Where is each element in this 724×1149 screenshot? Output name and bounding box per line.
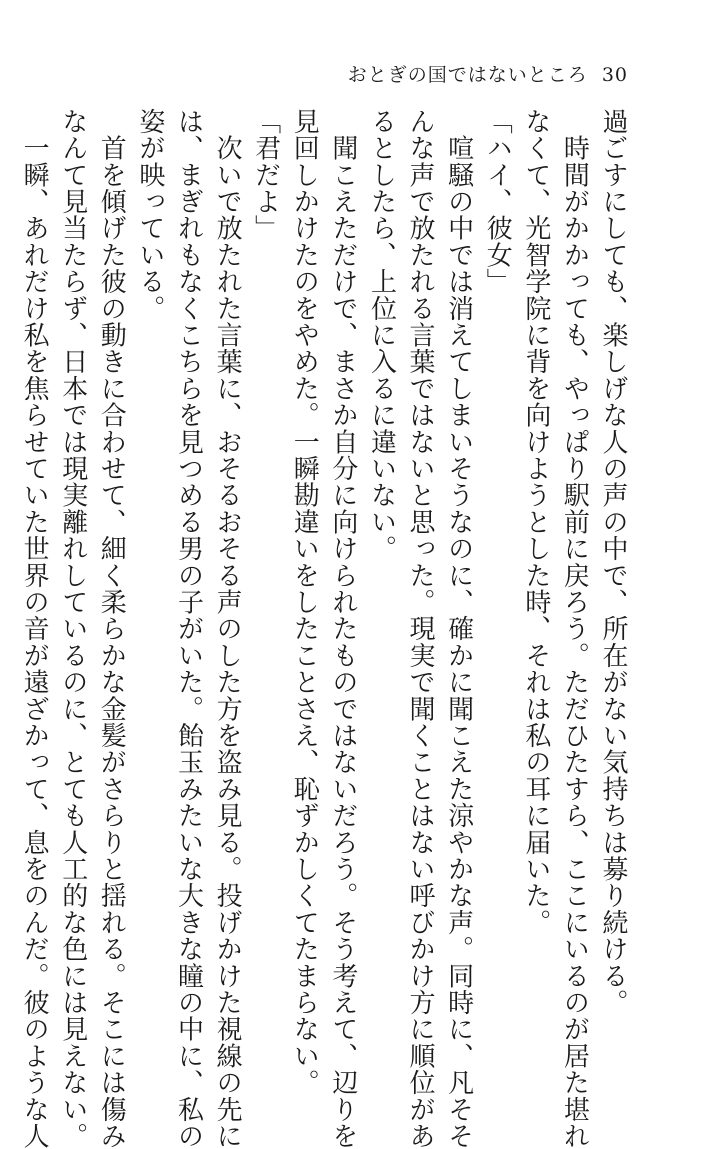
text-line: なんて見当たらず、日本では現実離れしているのに、とても人工的な色には見えない。 <box>57 108 88 1149</box>
text-line: 見回しかけたのをやめた。一瞬勘違いをしたことさえ、恥ずかしくてたまらない。 <box>289 108 320 1096</box>
text-line: 過ごすにしても、楽しげな人の声の中で、所在がない気持ちは募り続ける。 <box>598 108 628 1016</box>
book-title: おとぎの国ではないところ <box>347 64 588 86</box>
text-line: るとしたら、上位に入るに違いない。 <box>366 108 397 562</box>
text-line: は、まぎれもなくこちらを見つめる男の子がいた。飴玉みたいな大きな瞳の中に、私の <box>173 108 204 1149</box>
vertical-body-text <box>19 108 632 1149</box>
text-line: 「ハイ、彼女」 <box>482 108 513 295</box>
text-line: 喧騒の中では消えてしまいそうなのに、確かに聞こえた涼やかな声。同時に、凡そそ <box>443 108 474 1149</box>
text-line: 時間がかかっても、やっぱり駅前に戻ろう。ただひたすら、ここにいるのが居た堪れ <box>559 108 590 1149</box>
text-line: んな声で放たれる言葉ではないと思った。現実で聞くことはない呼びかけ方に順位があ <box>405 108 436 1149</box>
text-line: なくて、光智学院に背を向けようとした時、それは私の耳に届いた。 <box>520 108 551 936</box>
page-number: 30 <box>601 64 628 86</box>
text-line: 「君だよ」 <box>250 108 281 242</box>
text-line: 次いで放たれた言葉に、おそるおそる声のした方を盗み見る。投げかけた視線の先に <box>212 108 243 1149</box>
text-line: 首を傾げた彼の動きに合わせて、細く柔らかな金髪がさらりと揺れる。そこには傷み <box>96 108 127 1149</box>
text-line: 聞こえただけで、まさか自分に向けられたものではないだろう。そう考えて、辺りを <box>327 108 358 1149</box>
running-header <box>348 60 628 87</box>
text-line: 一瞬、あれだけ私を焦らせていた世界の音が遠ざかって、息をのんだ。彼のような人 <box>19 108 50 1149</box>
text-line: 姿が映っている。 <box>134 108 165 322</box>
